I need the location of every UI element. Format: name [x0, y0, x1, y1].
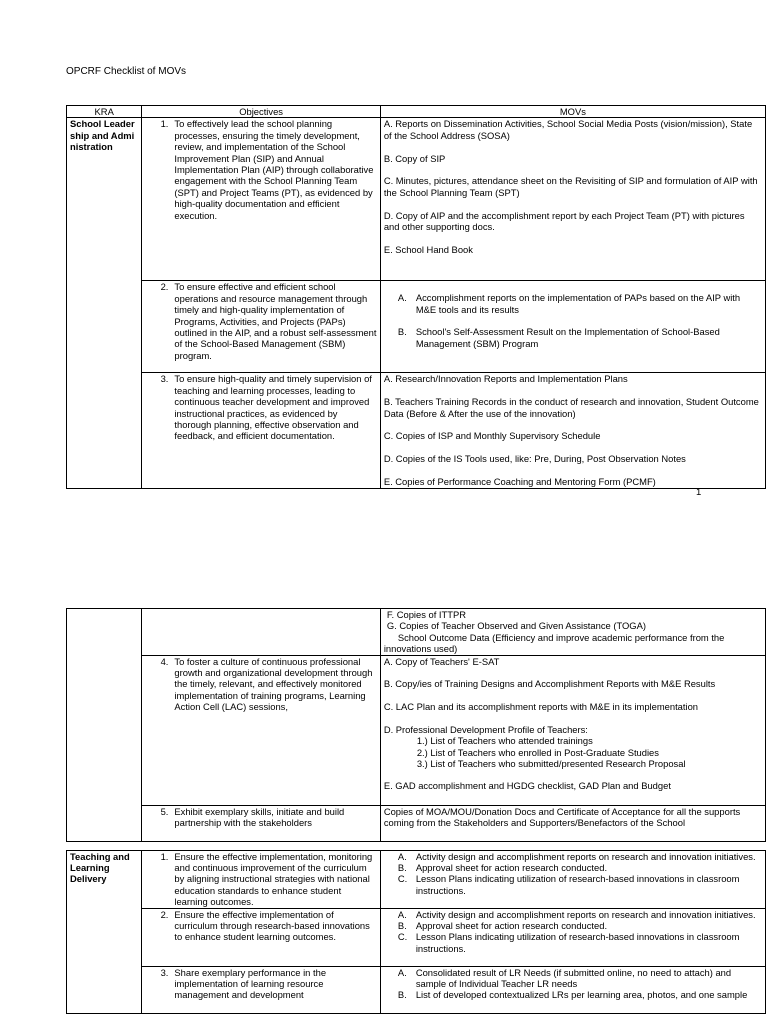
mov-cell: [380, 655, 765, 805]
table-row: [67, 609, 766, 656]
list-item: 1.) List of Teachers who attended trainings: [416, 735, 593, 747]
kra-cell: [67, 850, 142, 1013]
mov-cell: [380, 118, 765, 281]
objective-cell: [142, 908, 380, 966]
objective-cell: [142, 655, 380, 805]
mov-cell: [380, 805, 765, 841]
objective-number: 1.: [160, 850, 169, 862]
mov-item: E. GAD accomplishment and HGDG checklist, GAD Plan and Budget: [383, 779, 671, 791]
mov-cell: [380, 850, 765, 908]
kra-label: Teaching and Learning Delivery: [70, 850, 130, 885]
mov-item: B. Copy of SIP: [383, 152, 446, 164]
objective-number: 3.: [160, 966, 169, 978]
mov-item: A. Activity design and accomplishment reports on research and innovation initiatives.: [397, 908, 756, 920]
table-row: [67, 805, 766, 841]
objective-number: 3.: [160, 373, 169, 385]
objective-text: Exhibit exemplary skills, initiate and build partnership with the stakeholders: [174, 805, 345, 829]
mov-cell: [380, 281, 765, 373]
objective-number: 1.: [160, 118, 169, 130]
mov-item: A. Reports on Dissemination Activities, School Social Media Posts (vision/mission), State of the School Address (SOSA): [383, 118, 753, 141]
page-title: OPCRF Checklist of MOVs: [66, 66, 187, 77]
mov-item: D. Professional Development Profile of Teachers:: [383, 724, 588, 736]
objective-number: 5.: [160, 805, 169, 817]
mov-item: B. School's Self-Assessment Result on the Implementation of School-Based Management (SBM) Program: [397, 326, 720, 349]
mov-item: C. Copies of ISP and Monthly Supervisory Schedule: [383, 430, 601, 442]
table-row: [67, 908, 766, 966]
objective-text: To ensure high-quality and timely supervision of teaching and learning processes, leading to continuous teacher development and improved instructional practices, as evidenced by thorough planning, effective observation and feedback, and efficient documentation.: [174, 373, 372, 442]
table-row: [67, 850, 766, 908]
mov-item: B. Copy/ies of Training Designs and Accomplishment Reports with M&E Results: [383, 678, 716, 690]
table-row: [67, 966, 766, 1013]
mov-item: B. Approval sheet for action research conducted.: [397, 920, 608, 932]
objective-number: 2.: [160, 908, 169, 920]
objective-text: Ensure the effective implementation of curriculum through research-based innovations to enhance student learning outcomes.: [174, 908, 370, 943]
page-number: 1: [696, 487, 702, 498]
movs-table-page-1: [66, 105, 766, 489]
mov-item: A. Research/Innovation Reports and Implementation Plans: [383, 373, 628, 385]
table-row: [67, 841, 766, 850]
mov-item: E. School Hand Book: [383, 243, 473, 255]
mov-item: E. Copies of Performance Coaching and Mentoring Form (PCMF): [383, 476, 656, 487]
kra-cell: [67, 118, 142, 489]
mov-item: C. Lesson Plans indicating utilization of research-based innovations in classroom instructions.: [397, 931, 740, 954]
mov-item: B. Approval sheet for action research conducted.: [397, 862, 608, 874]
header-kra: KRA: [67, 106, 142, 118]
mov-item: B. List of developed contextualized LRs per learning area, photos, and one sample: [397, 989, 748, 1001]
objective-text: To foster a culture of continuous professional growth and organizational development through the timely, relevant, and effectively monitored implementation of training programs, Learning Action Cell (LAC) sessions,: [174, 655, 373, 713]
table-row: [67, 373, 766, 489]
table-row: [67, 281, 766, 373]
objective-cell: [142, 850, 380, 908]
mov-item: D. Copy of AIP and the accomplishment report by each Project Team (PT) with pictures and other supporting docs.: [383, 209, 745, 233]
objective-text: To effectively lead the school planning processes, ensuring the timely development, review, and implementation of the School Improvement Plan (SIP) and Annual Implementation Plan (AIP) through collaborative engagement with the School Planning Team (SPT) and Project Teams (PT), as evidenced by high-quality documentation and efficient execution.: [174, 118, 374, 221]
mov-item: F. Copies of ITTPR: [386, 609, 466, 620]
header-objectives: Objectives: [142, 106, 380, 118]
objective-number: 4.: [160, 655, 169, 667]
mov-item: G. Copies of Teacher Observed and Given Assistance (TOGA): [386, 620, 646, 632]
objective-cell: [142, 118, 380, 281]
mov-item: C. Minutes, pictures, attendance sheet on the Revisiting of SIP and formulation of AIP with the School Planning Team (SPT): [383, 175, 758, 198]
mov-item: A. Copy of Teachers' E-SAT: [383, 655, 500, 667]
objective-cell: [142, 373, 380, 489]
mov-item: D. Copies of the IS Tools used, like: Pre, During, Post Observation Notes: [383, 453, 686, 465]
mov-cell: [380, 609, 765, 656]
mov-item: A. Activity design and accomplishment reports on research and innovation initiatives.: [397, 850, 756, 862]
table-row: [67, 118, 766, 281]
table-header-row: [67, 106, 766, 118]
mov-cell: [380, 966, 765, 1013]
mov-item: School Outcome Data (Efficiency and improve academic performance from the innovations used): [383, 631, 725, 655]
movs-table-page-2: [66, 608, 766, 1014]
mov-item: C. LAC Plan and its accomplishment reports with M&E in its implementation: [383, 701, 699, 713]
objective-text: Share exemplary performance in the implementation of learning resource management and development: [174, 966, 327, 1001]
mov-item: Copies of MOA/MOU/Donation Docs and Certificate of Acceptance for all the supports coming from the Stakeholders and Supporters/Benefactors of the School: [383, 805, 741, 829]
mov-item: A. Consolidated result of LR Needs (if submitted online, no need to attach) and sample of Individual Teacher LR needs: [397, 966, 732, 990]
kra-cell-continued: [67, 609, 142, 842]
kra-label: School Leadership and Administration: [70, 118, 135, 153]
list-item: 2.) List of Teachers who enrolled in Post-Graduate Studies: [416, 746, 659, 758]
mov-cell: [380, 373, 765, 489]
table-row: [67, 655, 766, 805]
objective-cell: [142, 281, 380, 373]
mov-item: B. Teachers Training Records in the conduct of research and innovation, Student Outcome Data (Before & After the use of the innovation): [383, 396, 759, 419]
objective-cell-empty: [142, 609, 380, 656]
header-movs: MOVs: [380, 106, 765, 118]
list-item: 3.) List of Teachers who submitted/presented Research Proposal: [416, 758, 686, 770]
objective-number: 2.: [160, 281, 169, 293]
objective-cell: [142, 805, 380, 841]
objective-cell: [142, 966, 380, 1013]
mov-item: C. Lesson Plans indicating utilization of research-based innovations in classroom instructions.: [397, 873, 740, 896]
objective-text: To ensure effective and efficient school operations and resource management through timely and high-quality implementation of Programs, Activities, and Projects (PAPs) outlined in the AIP, and a robust self-assessment of the School-Based Management (SBM) program.: [174, 281, 377, 361]
mov-cell: [380, 908, 765, 966]
objective-text: Ensure the effective implementation, monitoring and continuous improvement of the curriculum by aligning instructional strategies with national education standards to enhance student learning outcomes.: [174, 850, 373, 908]
mov-item: A. Accomplishment reports on the implementation of PAPs based on the AIP with M&E tools and its results: [397, 292, 741, 315]
